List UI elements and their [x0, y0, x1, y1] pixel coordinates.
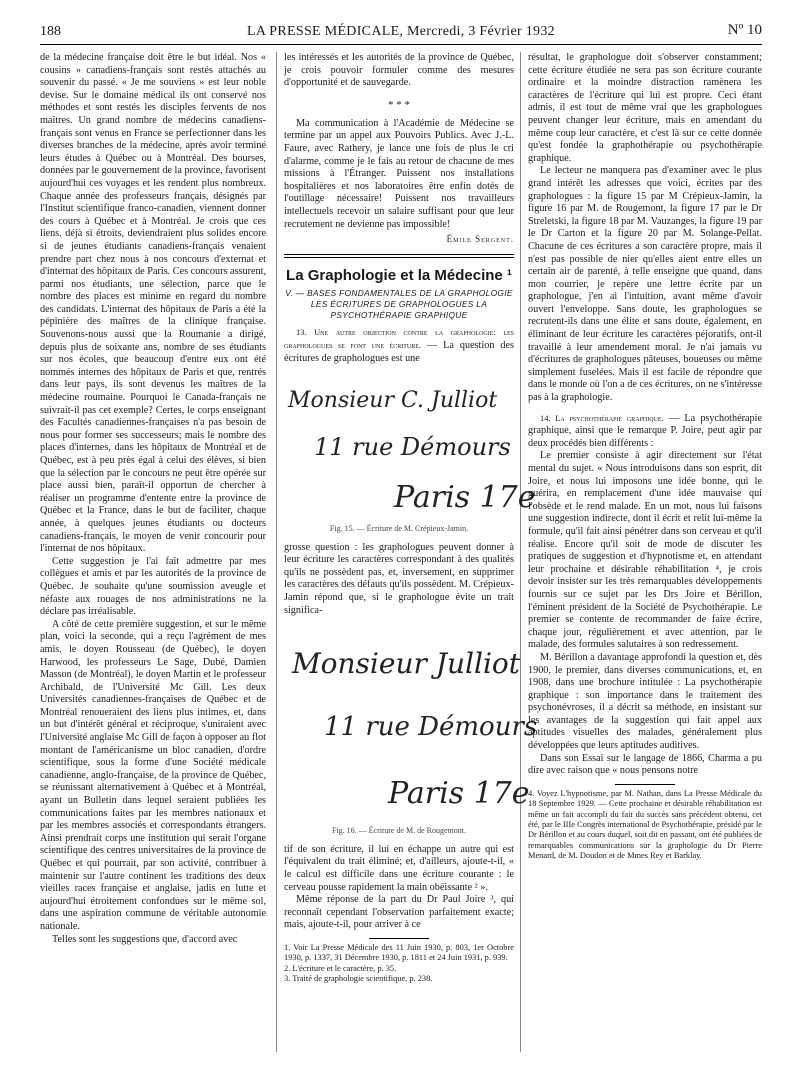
figure-15: [284, 371, 536, 521]
column-divider: [520, 52, 521, 1052]
handwriting-line: Paris 17e: [388, 776, 530, 812]
rule: [284, 254, 514, 255]
footnote-rule: [369, 938, 429, 939]
paragraph: résultat, le graphologue doit s'observer constamment; cette écriture étudiée ne sera pas son écriture courante ordinaire et la moindre distraction ramènera les caractères de l'écriture qui lui est propre. Ceci étant admis, il est tout de même vrai que les graphologues peuvent changer leur écriture, mais en amendant du même coup leur caractère, et c'est là sur ce cette donnée qu'est fondée la graphothérapie ou psychothérapie graphique.: [528, 52, 762, 164]
figure-caption: Fig. 16. — Écriture de M. de Rougemont.: [332, 826, 466, 836]
rule: [284, 257, 514, 258]
footnote: 3. Traité de graphologie scientifique, p. 238.: [284, 974, 433, 984]
section-heading: 14. La psychothérapie graphique.: [540, 413, 664, 423]
paragraph: Telles sont les suggestions que, d'accord avec: [52, 933, 238, 945]
paragraph: A côté de cette première suggestion, et sur le même plan, voici la seconde, qui a reçu l'agrément de mes amis, le doyen Rousseau (de Québec), le doyen Harwood, les professeurs Le Sage, Dubé, Damien Masson (de Montréal), le doyen Martin et le professeur Archibald, de l'Université Mc Gill. Les deux Universités canadiennes-françaises de Québec et de Montréal renoueraient des liens plus intimes, et, dans un but d'intérêt général et réciproque, s'uniraient avec l'Université anglaise Mc Gill de façon à opposer au flot montant de l'américanisme un bloc canadien, d'ordre scientifique, sous la forme d'une Société médicale canadienne, anglo-française, de la province de Québec, se réunissant alternativement à Québec et à Montréal, ayant un Bulletin dans lequel seraient publiées les communications faites par les membres nationaux et par les membres associés et correspondants étrangers. Ainsi prendrait corps une institution qui serait l'organe scientifique des centres universitaires de la province de Québec et qui pourrait, par son activité, contribuer à maintenir sur l'autre continent les traditions des deux vieilles races française et anglaise, jadis en lutte et aujourd'hui étroitement confondues sur le même sol, dans une aspiration commune de véritable autonomie nationale.: [40, 618, 266, 932]
page-header: [40, 18, 762, 45]
paragraph: — La question des écritures de graphologues est une: [284, 339, 514, 364]
article-title: La Graphologie et la Médecine ¹: [286, 266, 512, 284]
handwriting-line: Paris 17e: [394, 480, 536, 516]
issue-number: Nº 10: [727, 22, 762, 38]
handwriting-image: [284, 371, 536, 521]
running-title: LA PRESSE MÉDICALE, Mercredi, 3 Février 1932: [247, 24, 555, 39]
paragraph: Ma communication à l'Académie de Médecine se termine par un appel aux Pouvoirs Publics. Avec J.-L. Faure, avec Rathery, je lance une fois de plus le cri d'alarme, comme je le fais au retour de chacune de mes missions à l'Étranger. Puissent nos installations hospitalières et nos laboratoires être enfin dotés de l'outillage nécessaire! Puissent nos travailleurs intellectuels recevoir un salaire suffisant pour que leur recrutement ne devienne pas impossible!: [284, 117, 514, 230]
paragraph: grosse question : les graphologues peuvent donner à leur écriture les caractères correspondant à des qualités qu'ils ne possèdent pas, et, inversement, en supprimer les caractères des défauts qu'ils possèdent. M. Crépieux-Jamin répond que, si le graphologue évite un trait significa-: [284, 541, 514, 616]
footnote: 1. Voir La Presse Médicale des 11 Juin 1930, p. 803, 1er Octobre 1930, p. 1337, 31 Décembre 1930, p. 1811 et 24 Juin 1931, p. 939.: [284, 943, 514, 963]
paragraph: — La psychothérapie graphique, ainsi que le remarque P. Joire, peut agir par deux procédés bien différents :: [528, 412, 762, 449]
page-number: 188: [40, 24, 61, 39]
column-left: [40, 52, 266, 1072]
paragraph: les intéressés et les autorités de la province de Québec, je crois pouvoir formuler comme des mesures d'opportunité et de sauvegarde.: [284, 52, 514, 89]
section-separator: * * *: [388, 98, 410, 111]
paragraph: Le lecteur ne manquera pas d'examiner avec le plus grand intérêt les adresses que voici, écrites par des graphologues : la figure 15 par M Crépieux-Jamin, la figure 16 par M. de Rougemont, la figure 17 par le Dr Streletski, la figure 18 par M. Vauzanges, la figure 19 par le Dr Carton et la figure 20 par M. Solange-Pellat. Chacune de ces écritures a son caractère propre, mais il n'est pas possible de nier qu'elles aient entre elles un certain air de parenté, à telle enseigne que quand, dans mon courrier, je repère une lettre écrite par un graphologue, j'en ai l'intuition, avant même d'avoir ouvert l'enveloppe. Sans doute, les graphologues se recrutent-ils dans une élite et sans doute, également, en éliminant de leur écriture les caractères péjoratifs, ont-il travaillé à leur amendement moral. Je n'ai jamais vu d'écritures de graphologues pâteuses, boueuses ou même simplement fuselées. Mais il est facile de répondre que dans le monde où l'on a de ces écritures, on ne s'intéresse pas à la graphologie.: [528, 165, 762, 404]
column-divider: [276, 52, 277, 1052]
section-heading: 13. Une autre objection contre la graphologie: les graphologues se font une écriture.: [284, 328, 514, 350]
author-signature: Émile Sergent.: [446, 234, 514, 245]
footnote-rule: [615, 784, 675, 785]
paragraph: Le premier consiste à agir directement sur l'état mental du sujet. « Nous introduisons dans son esprit, dit Joire, et nous lui imposons une idée bonne, qui le guérira, en remplacement d'une idée mauvaise qui l'obsède et le rend malade. En un mot, nous lui faisons une suggestion indirecte, dont il écrit et relit lui-même la formule, qu'il fait ainsi pénétrer dans son cerveau et qu'il réalise. Encore qu'il soit de mode de discuter les pratiques de suggestion et d'hypnotisme et, en attendant leur prochaine et désirable réhabilitation ⁴, je crois devoir insister sur les très remarquables développements fournis sur ce sujet par les Drs Joire et Bérillon, l'éminent président de la Société de Psychothérapie. Le premier se contente de recommander de faire écrire, chaque jour, régulièrement et avec attention, par le malade, des formules salutaires à son redressement.: [528, 450, 762, 651]
figure-16: [284, 623, 538, 823]
column-right: [528, 52, 762, 1072]
paragraph: Cette suggestion je l'ai fait admettre par mes collègues et amis et par les autorités de la province de Québec. Je souhaite qu'une soumission aveugle et néfaste aux rouages de nos administrations ne la déclare pas irréalisable.: [40, 555, 266, 618]
paragraph: Dans son Essai sur le langage de 1866, Charma a pu dire avec raison que « nous pensons notre: [528, 752, 762, 777]
footnote: 2. L'écriture et le caractère, p. 35.: [284, 963, 397, 973]
article-subtitle: V. — BASES FONDAMENTALES DE LA GRAPHOLOGIE LES ÉCRITURES DE GRAPHOLOGUES LA PSYCHOTHÉRAPIE GRAPHIQUE: [285, 288, 513, 321]
column-middle: [284, 52, 538, 1072]
paragraph: de la médecine française doit être le but idéal. Nos « cousins » canadiens-français sont restés attachés au souvenir du passé. « Je me souviens » est leur noble devise. Sur le domaine médical ils ont conservé nos méthodes et sont restés les disciples fervents de nos maîtres. Un grand nombre de médecins canadiens-français sont venus en France se perfectionner dans les diverses branches de la médecine, après avoir terminé leurs études à Québec ou à Montréal. Des bourses, données par le gouvernement de la province, favorisent aujourd'hui ces voyages et les rendent plus nombreux. Chaque année des professeurs français, désignés par l'Institut scientifique franco-canadien, viennent donner des cours à Québec et à Montréal. Je crois que ces liens, déjà si étroits, deviendraient plus solides encore si de jeunes étudiants canadiens-français venaient prendre part chez nous à nos concours d'externat et d'internat des hôpitaux de Paris. Ces concours assurent, parmi nos étudiants, une sélection, parce que le nombre des places est minime en regard du nombre des candidats. L'internat des hôpitaux de Paris a été la pépinière des maîtres de la clinique française. Souvenons-nous aussi que la Roumanie a dirigé, depuis plus de soixante ans, nombre de ses étudiants sur nos écoles, que beaucoup d'entre eux ont été nommés internes des hôpitaux de Paris et que, rentrés dans leur pays, ils sont devenus les maîtres de la médecine roumaine. Pourquoi le Canada-français ne suivrait-il pas cet exemple? Certes, le corps enseignant des Facultés canadiennes-françaises n'a pas besoin de nous pour former ses successeurs; mais le nombre des places d'internes, dans les hôpitaux de Montréal et de Québec, est à peu près égal à celui des élèves, si bien que la sélection par le concours ne peut être opérée sur place aussi bien, paraît-il opportun de chercher à réaliser un programme d'entente entre la province de Québec et la France, dans le but de faciliter, chaque année, à quelques jeunes étudiants ou docteurs canadiens-français, le moyen de venir concourir pour l'internat de nos hôpitaux.: [40, 52, 266, 555]
handwriting-line: 11 rue Démours: [314, 433, 511, 462]
paragraph: M. Bérillon a davantage approfondi la question et, dès 1900, le premier, dans diverses communications, et, en 1908, dans une brochure intitulée : La psychothérapie graphique : son importance dans le traitement des psychonévroses, il a décrit sa méthode, en insistant sur les avantages de la suggestion qui fait appel aux aptitudes visuelles des malades, généralement plus développées que leurs aptitudes auditives.: [528, 651, 762, 752]
handwriting-line: Monsieur Julliot: [292, 647, 521, 681]
paragraph: tif de son écriture, il lui en échappe un autre qui est l'équivalent du trait éliminé; et, d'ailleurs, ajoute-t-il, « le calcul est difficile dans une écriture courante : le cerveau pousse rapidement la main obéissante ² ».: [284, 843, 514, 893]
paragraph: Même réponse de la part du Dr Paul Joire ³, qui reconnaît cependant l'observation parfaitement exacte; mais, ajoute-t-il, pour arriver à ce: [284, 894, 514, 931]
handwriting-line: Monsieur C. Julliot: [288, 388, 498, 414]
figure-caption: Fig. 15. — Écriture de M. Crépieux-Jamin.: [329, 524, 469, 534]
footnote: 4. Voyez L'hypnotisme, par M. Nathan, dans La Presse Médicale du 18 Septembre 1929. — Cette prochaine et désirable réhabilitation est même un fait accompli du fait du succès sans précédent obtenu, cet été, par le IIIe Congrès international de Psychothérapie, présidé par le Dr Bérillon et au cours duquel, soit dit en passant, ont été publiées de remarquables communications sur la graphologie du Dr Pierre Menard, de M. Doudon et de Mmes Rey et Barklay.: [528, 788, 762, 861]
handwriting-line: 11 rue Démours: [324, 712, 538, 743]
handwriting-image: [284, 623, 538, 823]
